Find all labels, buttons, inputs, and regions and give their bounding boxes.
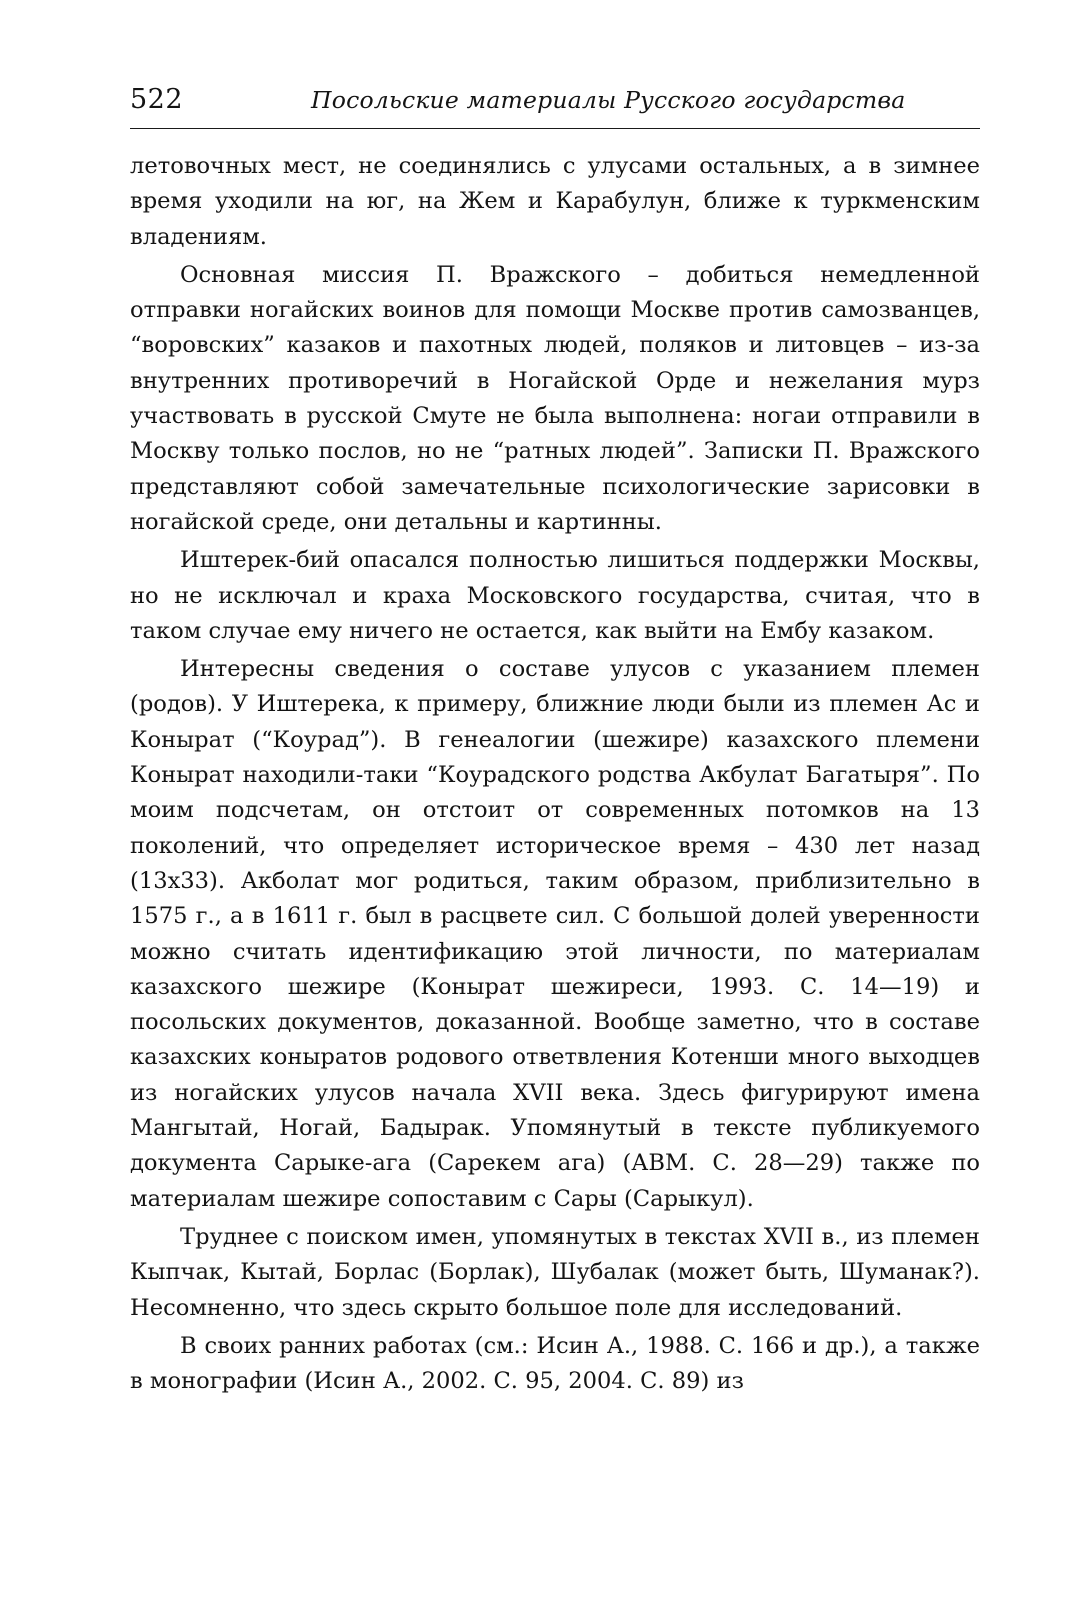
body-text [130,149,980,1399]
page-number: 522 [130,84,184,115]
running-head [130,84,980,129]
running-title: Посольские материалы Русского государства [311,86,906,114]
book-page [130,84,980,1399]
paragraph-continuation: летовочных мест, не соединялись с улусами остальных, а в зимнее время уходили на юг, на Жем и Карабулун, ближе к туркменским владениям. [130,153,980,250]
paragraph-ulus-composition: Интересны сведения о составе улусов с указанием племен (родов). У Иштерека, к примеру, ближние люди были из племен Ас и Конырат (“Коурад”). В генеалогии (шежире) казахского племени Конырат находили-таки “Коурадского родства Акбулат Багатыря”. По моим подсчетам, он отстоит от современных потомков на 13 поколений, что определяет историческое время – 430 лет назад (13х33). Акболат мог родиться, таким образом, приблизительно в 1575 г., а в 1611 г. был в расцвете сил. С большой долей уверенности можно считать идентификацию этой личности, по материалам казахского шежире (Конырат шежиреси, 1993. С. 14—19) и посольских документов, доказанной. Вообще заметно, что в составе казахских коныратов родового ответвления Котенши много выходцев из ногайских улусов начала XVII века. Здесь фигурируют имена Мангытай, Ногай, Бадырак. Упомянутый в тексте публикуемого документа Сарыке-ага (Сарекем ага) (АВМ. С. 28—29) также по материалам шежире сопоставим с Сары (Сарыкул). [130,656,980,1212]
paragraph-ishterek: Иштерек-бий опасался полностью лишиться поддержки Москвы, но не исключал и краха Московского государства, считая, что в таком случае ему ничего не остается, как выйти на Ембу казаком. [130,547,980,644]
paragraph-earlier-works: В своих ранних работах (см.: Исин А., 1988. С. 166 и др.), а также в монографии (Исин А., 2002. С. 95, 2004. С. 89) из [130,1332,980,1395]
paragraph-mission: Основная миссия П. Вражского – добиться немедленной отправки ногайских воинов для помощи Москве против самозванцев, “воровских” казаков и пахотных людей, поляков и литовцев – из-за внутренних противоречий в Ногайской Орде и нежелания мурз участвовать в русской Смуте не была выполнена: ногаи отправили в Москву только послов, но не “ратных людей”. Записки П. Вражского представляют собой замечательные психологические зарисовки в ногайской среде, они детальны и картинны. [130,261,980,535]
paragraph-tribe-names: Труднее с поиском имен, упомянутых в текстах XVII в., из племен Кыпчак, Кытай, Борлас (Борлак), Шубалак (может быть, Шуманак?). Несомненно, что здесь скрыто большое поле для исследований. [130,1223,980,1321]
